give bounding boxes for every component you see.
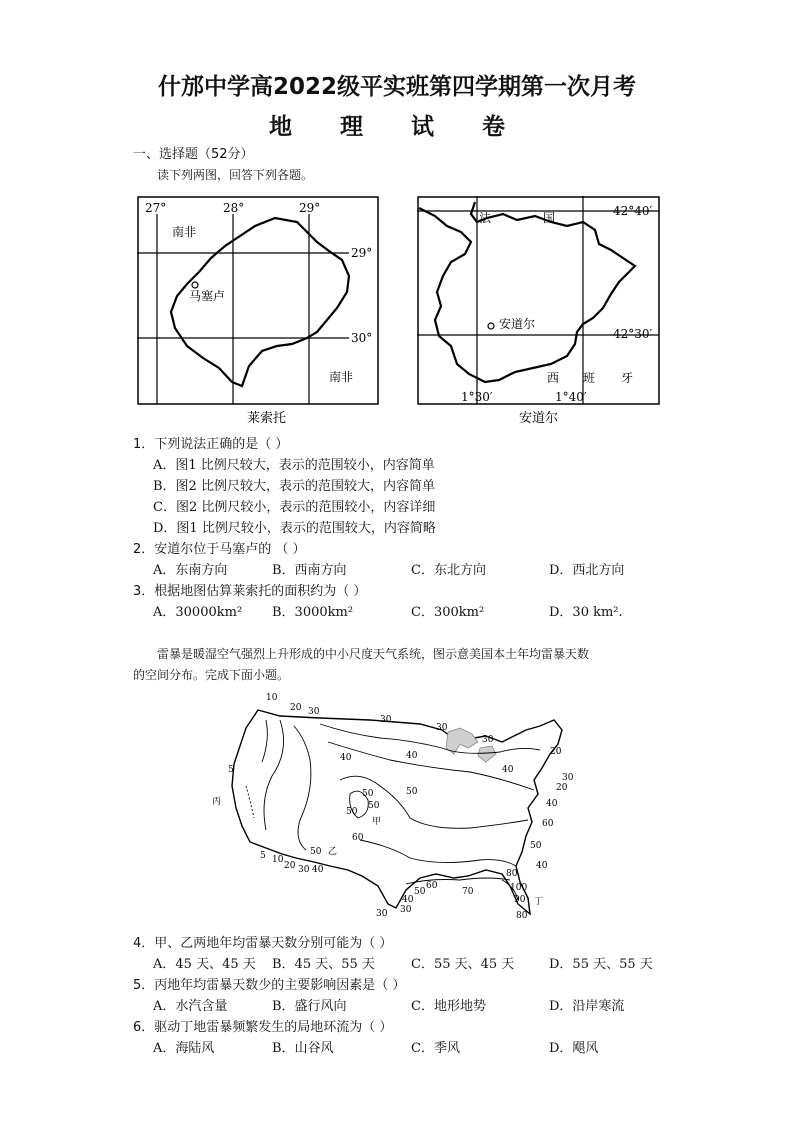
q6-option-b[interactable]: B．山谷风	[272, 1041, 334, 1056]
svg-text:40: 40	[546, 799, 558, 809]
q3-option-a[interactable]: A．30000km²	[153, 605, 243, 620]
region-south-africa-se: 南非	[329, 370, 354, 384]
lat-label-30: 30°	[351, 331, 373, 345]
label-spain-a: 西	[547, 371, 560, 385]
svg-text:40: 40	[402, 895, 414, 905]
svg-text:10: 10	[266, 693, 278, 703]
label-bing: 丙	[212, 797, 222, 807]
svg-text:40: 40	[536, 861, 548, 871]
svg-text:5: 5	[228, 765, 234, 775]
map2-caption: 安道尔	[519, 411, 559, 426]
map1-caption: 莱索托	[247, 411, 287, 426]
label-france-a: 法	[479, 211, 492, 225]
q1-option-d[interactable]: D．图1 比例尺较小，表示的范围较大，内容简略	[153, 521, 436, 536]
lon-label-1-30: 1°30′	[461, 390, 493, 404]
q6-stem: 6．驱动丁地雷暴频繁发生的局地环流为（ ）	[133, 1020, 393, 1035]
q1-option-a[interactable]: A．图1 比例尺较大，表示的范围较小，内容简单	[153, 458, 435, 473]
q5-option-c[interactable]: C．地形地势	[411, 999, 486, 1014]
label-jia: 甲	[372, 817, 382, 827]
svg-text:60: 60	[426, 881, 438, 891]
svg-text:40: 40	[312, 865, 324, 875]
svg-text:30: 30	[562, 773, 574, 783]
svg-text:20: 20	[284, 861, 296, 871]
q1-stem: 1．下列说法正确的是（ ）	[133, 437, 289, 452]
svg-text:30: 30	[308, 707, 320, 717]
svg-text:30: 30	[380, 715, 392, 725]
label-ding: 丁	[534, 897, 544, 907]
city-marker-andorra	[488, 323, 494, 329]
q2-stem: 2．安道尔位于马塞卢的 （ ）	[133, 542, 306, 557]
svg-text:40: 40	[340, 753, 352, 763]
svg-text:40: 40	[502, 765, 514, 775]
lat-label-29: 29°	[351, 246, 373, 260]
label-spain-b: 班	[583, 371, 596, 385]
q2-option-b[interactable]: B．西南方向	[272, 563, 347, 578]
svg-text:20: 20	[550, 747, 562, 757]
svg-text:100: 100	[510, 883, 528, 893]
q4-option-c[interactable]: C．55 天、45 天	[411, 957, 515, 972]
svg-text:50: 50	[346, 807, 358, 817]
svg-text:70: 70	[462, 887, 474, 897]
andorra-border	[419, 202, 635, 382]
section-heading: 一、选择题（52分）	[133, 147, 254, 162]
city-label-maseru: 马塞卢	[189, 289, 226, 303]
great-lakes-east	[478, 746, 496, 762]
q6-option-a[interactable]: A．海陆风	[153, 1041, 215, 1056]
svg-text:60: 60	[542, 819, 554, 829]
svg-text:50: 50	[310, 847, 322, 857]
q2-option-d[interactable]: D．西北方向	[549, 563, 625, 578]
lon-label-27: 27°	[145, 201, 167, 215]
lon-label-1-40: 1°40′	[555, 390, 587, 404]
lat-label-42-30: 42°30′	[613, 327, 653, 341]
svg-text:50: 50	[406, 787, 418, 797]
svg-text:40: 40	[406, 751, 418, 761]
svg-text:30: 30	[482, 735, 494, 745]
svg-text:10: 10	[272, 855, 284, 865]
svg-text:90: 90	[514, 895, 526, 905]
svg-text:30: 30	[400, 905, 412, 915]
label-yi: 乙	[328, 847, 338, 857]
map-us-thunderstorm-days	[210, 690, 580, 922]
q3-stem: 3．根据地图估算莱索托的面积约为（ ）	[133, 584, 367, 599]
contour-labels	[212, 693, 574, 921]
svg-text:30: 30	[298, 865, 310, 875]
q4-option-d[interactable]: D．55 天、55 天	[549, 957, 653, 972]
q6-option-c[interactable]: C．季风	[411, 1041, 460, 1056]
svg-text:50: 50	[414, 887, 426, 897]
city-label-andorra: 安道尔	[499, 317, 536, 331]
svg-text:60: 60	[352, 833, 364, 843]
svg-text:80: 80	[506, 869, 518, 879]
region-south-africa-nw: 南非	[172, 225, 197, 239]
q3-option-b[interactable]: B．3000km²	[272, 605, 354, 620]
q3-option-d[interactable]: D．30 km².	[549, 605, 623, 620]
svg-text:30: 30	[436, 723, 448, 733]
svg-text:80: 80	[516, 911, 528, 921]
q6-option-d[interactable]: D．飓风	[549, 1041, 599, 1056]
q1-option-c[interactable]: C．图2 比例尺较小，表示的范围较小，内容详细	[153, 500, 436, 515]
svg-text:30: 30	[376, 909, 388, 919]
svg-text:50: 50	[368, 801, 380, 811]
svg-text:50: 50	[362, 789, 374, 799]
q4-option-b[interactable]: B．45 天、55 天	[272, 957, 375, 972]
q5-option-a[interactable]: A．水汽含量	[153, 999, 228, 1014]
q5-option-b[interactable]: B．盛行风向	[272, 999, 347, 1014]
q4-stem: 4．甲、乙两地年均雷暴天数分别可能为（ ）	[133, 936, 393, 951]
lon-label-28: 28°	[223, 201, 245, 215]
exam-title: 什邡中学高2022级平实班第四学期第一次月考	[157, 74, 636, 100]
q5-option-d[interactable]: D．沿岸寒流	[549, 999, 625, 1014]
passage-line-1: 雷暴是暖湿空气强烈上升形成的中小尺度天气系统，图示意美国本土年均雷暴天数	[157, 647, 590, 661]
map-lesotho	[137, 196, 379, 426]
great-lakes	[446, 728, 478, 754]
q5-stem: 5．丙地年均雷暴天数少的主要影响因素是（ ）	[133, 978, 406, 993]
label-france-b: 国	[543, 211, 556, 225]
lon-label-29: 29°	[299, 201, 321, 215]
lat-label-42-40: 42°40′	[613, 204, 653, 218]
svg-text:20: 20	[290, 703, 302, 713]
svg-text:20: 20	[556, 783, 568, 793]
q2-option-c[interactable]: C．东北方向	[411, 563, 486, 578]
city-marker-maseru	[192, 282, 198, 288]
q3-option-c[interactable]: C．300km²	[411, 605, 485, 620]
q4-option-a[interactable]: A．45 天、45 天	[153, 957, 256, 972]
subject-title: 地 理 试 卷	[268, 114, 526, 140]
svg-text:50: 50	[530, 841, 542, 851]
map-andorra	[417, 196, 695, 426]
svg-text:5: 5	[260, 851, 266, 861]
label-spain-c: 牙	[621, 371, 634, 385]
q1-option-b[interactable]: B．图2 比例尺较大，表示的范围较大，内容简单	[153, 479, 435, 494]
passage-line-2: 的空间分布。完成下面小题。	[133, 668, 290, 682]
section-intro: 读下列两图，回答下列各题。	[157, 168, 314, 182]
q2-option-a[interactable]: A．东南方向	[153, 563, 228, 578]
